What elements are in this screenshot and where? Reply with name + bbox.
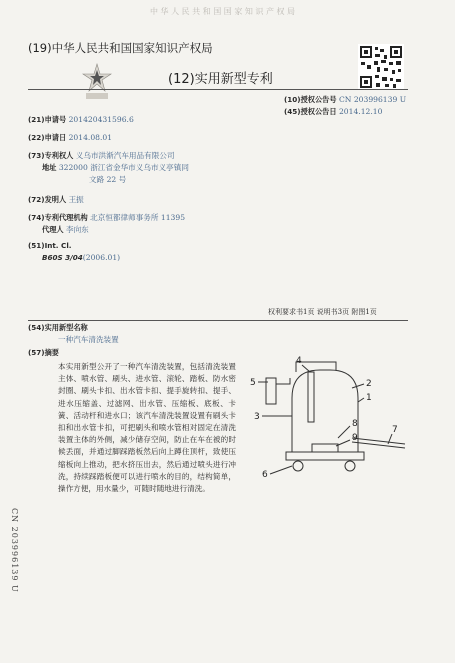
address: 地址 322000 浙江省金华市义乌市义亭镇同: [42, 163, 189, 172]
patent-type-label: 实用新型专利: [194, 72, 273, 87]
patent-agent: 代理人 李向东: [42, 225, 89, 234]
device-drawing: [240, 348, 420, 488]
office-code: (19): [28, 41, 52, 55]
figure-label-3: 3: [254, 412, 260, 422]
pub-number-value: CN 203996139 U: [338, 95, 407, 104]
pub-number-line: (10)授权公告号 CN 203996139 U: [284, 95, 407, 104]
pub-date-line: (45)授权公告日 2014.12.10: [284, 107, 383, 116]
patentee: (73)专利权人 义乌市洪渐汽车用品有限公司: [28, 151, 175, 160]
figure-label-5: 5: [250, 378, 256, 388]
page-count-summary: 权利要求书1页 说明书3页 附图1页: [268, 308, 377, 316]
figure-label-9: 9: [352, 433, 358, 443]
address-line-2: 文路 22 号: [89, 175, 127, 184]
figure-label-1: 1: [366, 393, 372, 403]
abstract-text: 本实用新型公开了一种汽车清洗装置，包括清洗装置主体、喷水管、刷头、进水管、滚轮、踏板、防水密封圈、刷头卡扣、出水管卡扣、提手旋转扣、提手、进水压缩盖、过滤网、出水管、压缩板、底板、卡簧、活动杆和进水口；该汽车清洗装置设置有刷头卡扣和出水管卡扣，可把刷头和喷水管相对固定在清洗装置主体的外侧，减少储存空间，防止在车在被的时候丢面，并通过脚踩踏板然后向上蹲住顶杆，致使压缩板向上推动，把水挤压出去，然后通过喷头进行冲洗，持续踩踏板便可以进行喷水的目的，结构简单，操作方便，用水量少，可随时随地进行清洗。: [58, 362, 236, 494]
section-rule: [28, 320, 408, 321]
qr-code-icon: [358, 44, 404, 90]
figure-label-6: 6: [262, 470, 268, 480]
pub-date-label: 授权公告日: [300, 107, 337, 116]
side-publication-number: CN 203996139 U: [10, 508, 19, 593]
figure-label-8: 8: [352, 419, 358, 429]
office-name: 中华人民共和国国家知识产权局: [51, 41, 213, 55]
patent-type-heading: [168, 68, 273, 87]
ipc-class: B60S 3/04(2006.01): [42, 253, 121, 262]
office-heading: [28, 40, 213, 56]
pub-number-label: 授权公告号: [300, 95, 337, 104]
figure-label-2: 2: [366, 379, 372, 389]
cnipa-emblem-icon: [80, 62, 114, 102]
application-date: (22)申请日 2014.08.01: [28, 133, 113, 142]
pub-date-value: 2014.12.10: [338, 107, 383, 116]
application-number: (21)申请号 201420431596.6: [28, 115, 134, 124]
utility-model-name-heading: (54)实用新型名称: [28, 323, 88, 332]
patent-type-code: (12): [168, 72, 195, 87]
utility-model-title: 一种汽车清洗装置: [58, 335, 119, 344]
patent-agency: (74)专利代理机构 北京恒都律师事务所 11395: [28, 213, 186, 222]
abstract-heading: (57)摘要: [28, 348, 59, 357]
figure-label-4: 4: [296, 356, 302, 366]
faint-header-text: 中 华 人 民 共 和 国 国 家 知 识 产 权 局: [150, 7, 296, 16]
header-rule: [28, 89, 408, 90]
figure-label-7: 7: [392, 425, 398, 435]
ipc-heading: (51)Int. Cl.: [28, 241, 72, 250]
inventor: (72)发明人 王振: [28, 195, 84, 204]
